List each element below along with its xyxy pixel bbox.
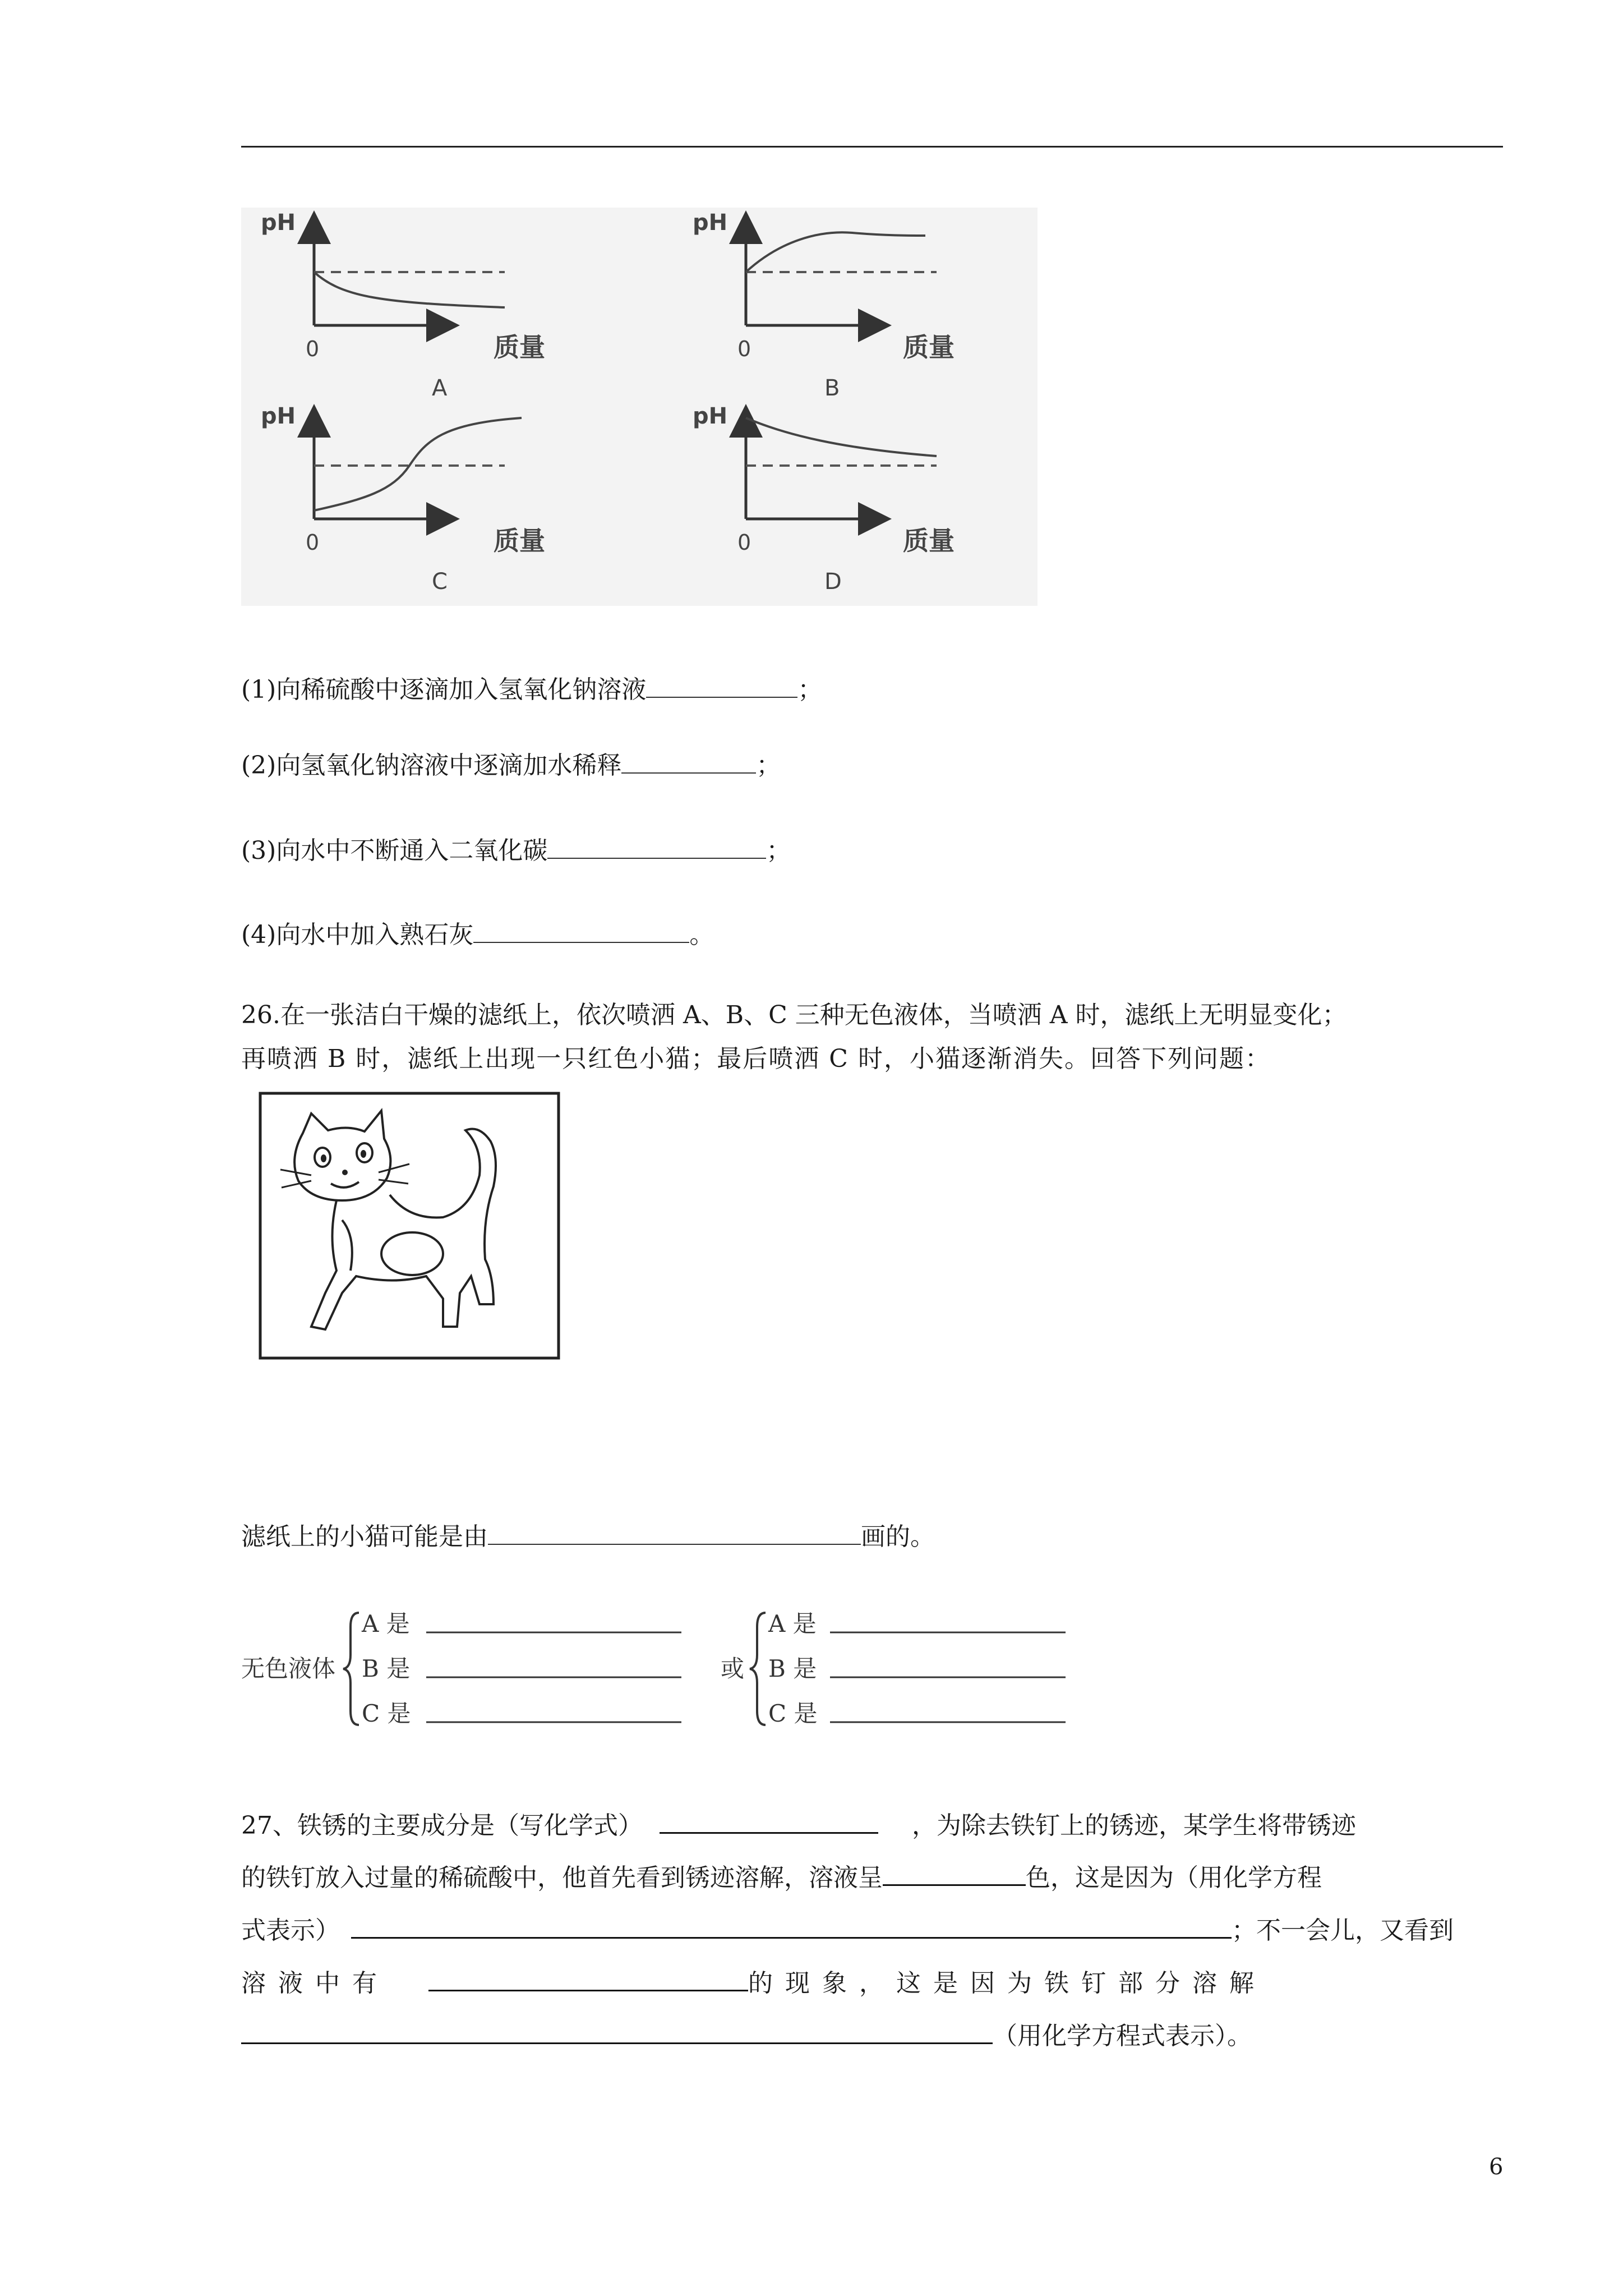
q26-line-2: 再喷洒 B 时，滤纸上出现一只红色小猫；最后喷洒 C 时，小猫逐渐消失。回答下列问题：	[241, 1045, 1271, 1073]
q27-l3-end: ；不一会儿，又看到	[1232, 1916, 1454, 1945]
q27-line-5	[241, 2019, 1252, 2053]
q27-l3-start: 式表示）	[241, 1916, 340, 1945]
q25-item-4-text: (4)向水中加入熟石灰	[241, 921, 474, 949]
q27-l1-start: 27、铁锈的主要成分是（写化学式）	[241, 1811, 643, 1840]
liquid-b-label-2: B 是	[768, 1655, 817, 1682]
q27-l4-end: 的现象，这是因为铁钉部分溶解	[748, 1969, 1266, 1998]
liquid-a-label-2: A 是	[768, 1610, 817, 1637]
q25-item-2-end: ；	[756, 751, 781, 780]
q25-item-3	[241, 834, 791, 868]
q27-formula-blank[interactable]	[660, 1811, 878, 1834]
page-number: 6	[1489, 2154, 1504, 2180]
q27-equation-blank-2[interactable]	[241, 2021, 993, 2044]
q25-item-4	[241, 918, 714, 952]
q25-item-2-blank[interactable]	[621, 751, 756, 774]
graph-b-ylabel: pH	[693, 210, 728, 236]
liquid-b-label-1: B 是	[362, 1655, 411, 1682]
q25-item-2-text: (2)向氢氧化钠溶液中逐滴加水稀释	[241, 751, 622, 780]
q25-item-1	[241, 673, 822, 707]
liquid-a-label-1: A 是	[362, 1610, 410, 1637]
q26-cat-line-start: 滤纸上的小猫可能是由	[241, 1522, 488, 1551]
q27-l4-start: 溶液中有	[241, 1969, 389, 1998]
liquid-c-label-2: C 是	[768, 1700, 818, 1727]
q27-color-blank[interactable]	[883, 1863, 1026, 1886]
q25-item-1-end: ；	[797, 675, 823, 704]
graph-b-xlabel: 质量	[903, 332, 955, 362]
graph-a-label: A	[432, 375, 448, 401]
graph-d-ylabel: pH	[693, 403, 728, 429]
graph-c-ylabel: pH	[261, 403, 296, 429]
q27-equation-blank-1[interactable]	[351, 1916, 1232, 1939]
graph-c-label: C	[432, 569, 448, 595]
or-label: 或	[721, 1655, 745, 1682]
graph-c-origin: 0	[306, 530, 320, 555]
graph-b-origin: 0	[737, 337, 751, 361]
q26-cat-line-end: 画的。	[861, 1522, 935, 1551]
q25-item-4-end: 。	[689, 921, 714, 949]
q26-cat-blank[interactable]	[488, 1522, 861, 1545]
q25-item-4-blank[interactable]	[473, 921, 689, 943]
liquid-label: 无色液体	[241, 1655, 336, 1682]
graph-b-label: B	[824, 375, 840, 401]
q27-l1-end: ，为除去铁钉上的锈迹，某学生将带锈迹	[912, 1811, 1356, 1840]
q25-item-3-end: ；	[766, 836, 791, 865]
graph-d-xlabel: 质量	[903, 526, 955, 556]
q26-cat-line	[241, 1520, 935, 1554]
q27-l5-end: （用化学方程式表示）。	[993, 2022, 1252, 2050]
q25-item-2	[241, 749, 781, 783]
header-rule	[241, 146, 1503, 148]
graph-a-xlabel: 质量	[494, 332, 545, 362]
q27-line-3	[241, 1914, 1454, 1948]
q27-line-2	[241, 1861, 1322, 1895]
ph-graphs-figure	[241, 208, 1038, 606]
q27-line-1	[241, 1809, 1356, 1843]
graph-c-xlabel: 质量	[494, 526, 545, 556]
q27-phenomenon-blank[interactable]	[428, 1968, 748, 1991]
graph-a-origin: 0	[306, 337, 320, 361]
q25-item-1-text: (1)向稀硫酸中逐滴加入氢氧化钠溶液	[241, 675, 647, 704]
graph-d-origin: 0	[737, 530, 751, 555]
q27-line-4	[241, 1967, 1266, 2000]
graph-a-ylabel: pH	[261, 210, 296, 236]
q25-item-3-text: (3)向水中不断通入二氧化碳	[241, 836, 548, 865]
graph-d-label: D	[824, 569, 842, 595]
q25-item-3-blank[interactable]	[547, 836, 766, 859]
q26-line-1: 26.在一张洁白干燥的滤纸上，依次喷洒 A、B、C 三种无色液体，当喷洒 A 时，滤纸上无明显变化；	[241, 1001, 1347, 1029]
cat-drawing	[258, 1091, 561, 1360]
q27-l2-end: 色，这是因为（用化学方程	[1026, 1864, 1322, 1892]
q25-item-1-blank[interactable]	[646, 675, 797, 698]
q27-l2-start: 的铁钉放入过量的稀硫酸中，他首先看到锈迹溶解，溶液呈	[241, 1864, 883, 1892]
liquid-c-label-1: C 是	[362, 1700, 411, 1727]
